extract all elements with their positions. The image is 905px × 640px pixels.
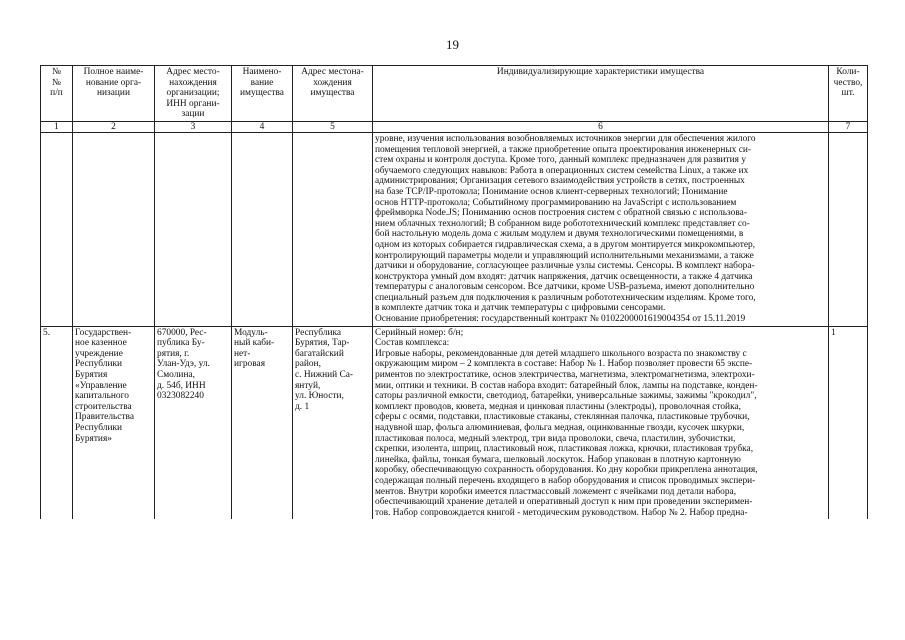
property-description	[373, 326, 829, 519]
description-line: помещения тепловой энергией, а также приобретение опыта проектирования инженерных си-	[375, 144, 751, 155]
description-line: фреймворка Node.JS; Пониманию основ построения систем с обратной связью с использова-	[375, 208, 747, 219]
organization-name: Государствен- ное казенное учреждение Республики Бурятия «Управление капитального строительства Правительства Республики Бурятия»	[73, 326, 155, 519]
description-line: администрирования; Организация сетевого взаимодействия устройств в сетях, построенных	[375, 176, 745, 187]
table-row	[41, 326, 868, 519]
description-line: обучаемого следующих навыков: Работа в операционных систем семейства Linux, а также их	[375, 165, 749, 176]
column-number: 7	[829, 121, 868, 132]
header-property-address: Адрес местона- хождения имущества	[293, 66, 373, 122]
column-number: 4	[232, 121, 293, 132]
description-line: на базе TCP/IP-протокола; Понимание основ клиент-серверных технологий; Понимание	[375, 186, 728, 197]
description-line: комплект проводов, кювета, медная и цинковая пластины (электроды), проволочная стойка,	[375, 401, 741, 412]
description-line: Игровые наборы, рекомендованные для детей младшего школьного возраста по знакомству с	[375, 348, 747, 359]
description-line: скрепки, изолента, шприц, пластиковый нож, пластиковая ложка, крючки, пластиковая трубка,	[375, 444, 754, 455]
description-lines	[375, 328, 826, 519]
description-line: коробку, обеспечивающую сохранность оборудования. Ко дну коробки прикреплена аннотация,	[375, 465, 758, 476]
column-number: 2	[73, 121, 155, 132]
column-number: 5	[293, 121, 373, 132]
description-line: тов. Набор сопровождается книгой - методическим руководством. Набор № 2. Набор предна-	[375, 507, 748, 518]
description-line: обеспечивающий хранение деталей и оперативный доступ к ним при проведении эксперимен-	[375, 497, 753, 508]
header-characteristics: Индивидуализирующие характеристики имущества	[373, 66, 829, 122]
description-line: стем охраны и контроля доступа. Кроме того, данный комплекс предназначен для развития у	[375, 155, 747, 166]
description-line: риментов по электростатике, основ электричества, магнетизма, электромагнетизма, электрохи-	[375, 370, 755, 381]
description-line: контролирующий параметры модели и управляющий исполнительными механизмами, а также	[375, 250, 754, 261]
organization-address: 670000, Рес- публика Бу- рятия, г. Улан-Удэ, ул. Смолина, д. 54б, ИНН 0323082240	[155, 326, 232, 519]
description-line: основ HTTP-протокола; Событийному программированию на JavaScript с использованием	[375, 197, 737, 208]
description-line: Основание приобретения: государственный контракт № 0102200001619004354 от 15.11.2019	[375, 314, 746, 325]
continuation-row	[41, 132, 868, 326]
description-line: надувной шар, фольга алюминиевая, фольга медная, оцинкованные гвозди, кусочек шкурки,	[375, 423, 745, 433]
description-line: пластиковая полоса, медный электрод, три вида проволоки, свеча, пластилин, зубочистки,	[375, 433, 736, 444]
description-line: саторы различной емкости, светодиод, батарейки, универсальные зажимы, зажимы "крокодил",	[375, 391, 757, 402]
column-number: 3	[155, 121, 232, 132]
header-number: № № п/п	[41, 66, 73, 122]
header-org-address: Адрес место- нахождения организации; ИНН органи- зации	[155, 66, 232, 122]
description-line: мии, оптики и техники. В состав набора входит: батарейный блок, лампы на подставке, конден-	[375, 380, 758, 391]
description-lines	[375, 134, 826, 325]
continuation-description	[373, 132, 829, 326]
description-line: линейка, файлы, тонкая бумага, шелковый лоскуток. Набор упакован в плотную картонную	[375, 454, 741, 465]
description-line: нием облачных технологий; В собранном виде робототехнический комплекс представляет со-	[375, 218, 750, 229]
description-line: уровне, изучения использования возобновляемых источников энергии для обеспечения жилого	[375, 133, 756, 144]
column-number: 6	[373, 121, 829, 132]
description-line: специальный разъем для подключения к различным робототехническим изделиям. Кроме того,	[375, 292, 756, 303]
description-line: Состав комплекса:	[375, 338, 450, 349]
header-property-name: Наимено- вание имущества	[232, 66, 293, 122]
description-line: в комплекте датчик тока и датчик температуры с цифровыми сенсорами.	[375, 303, 666, 314]
description-line: ментов. Внутри коробки имеется пластмассовый ложемент с ячейками под детали набора,	[375, 486, 737, 497]
description-line: конструктора умный дом входят: датчик напряжения, датчик освещенности, а также 4 датчика	[375, 271, 753, 282]
description-line: температуры с аналоговым сенсором. Все датчики, кроме USB-разъема, имеют дополнительно	[375, 282, 755, 293]
header-row	[41, 66, 868, 122]
property-name: Модуль- ный каби- нет- игровая	[232, 326, 293, 519]
property-address: Республика Бурятия, Тар- багатайский район, с. Нижний Са- янтуй, ул. Юности, д. 1	[293, 326, 373, 519]
column-number-row	[41, 121, 868, 132]
header-organization: Полное наиме- нование орга- низации	[73, 66, 155, 122]
description-line: содержащая полный перечень входящего в набор оборудования и список проводимых экспери-	[375, 475, 756, 486]
description-line: бой настольную модель дома с жилым модулем и двумя технологическими помещениями, в	[375, 229, 744, 240]
description-line: Серийный номер: б/н;	[375, 327, 464, 338]
column-number: 1	[41, 121, 73, 132]
description-line: одном из которых собирается гидравлическая схема, а в другом монтируется микрокомпьютер,	[375, 239, 756, 250]
row-number: 5.	[41, 326, 73, 519]
description-line: сферы с осями, подставки, пластиковые стаканы, стеклянная палочка, пластиковые трубочки,	[375, 412, 750, 423]
header-quantity: Коли- чество, шт.	[829, 66, 868, 122]
description-line: окружающим миром – 2 комплекта в составе: Набор № 1. Набор позволяет провести 65 экспе-	[375, 359, 753, 370]
property-registry-table	[40, 65, 868, 519]
page-number: 19	[446, 37, 459, 52]
description-line: датчики и оборудование, согласующее различные узлы системы. Сенсоры. В комплект набора-	[375, 261, 755, 272]
property-quantity: 1	[829, 326, 868, 519]
